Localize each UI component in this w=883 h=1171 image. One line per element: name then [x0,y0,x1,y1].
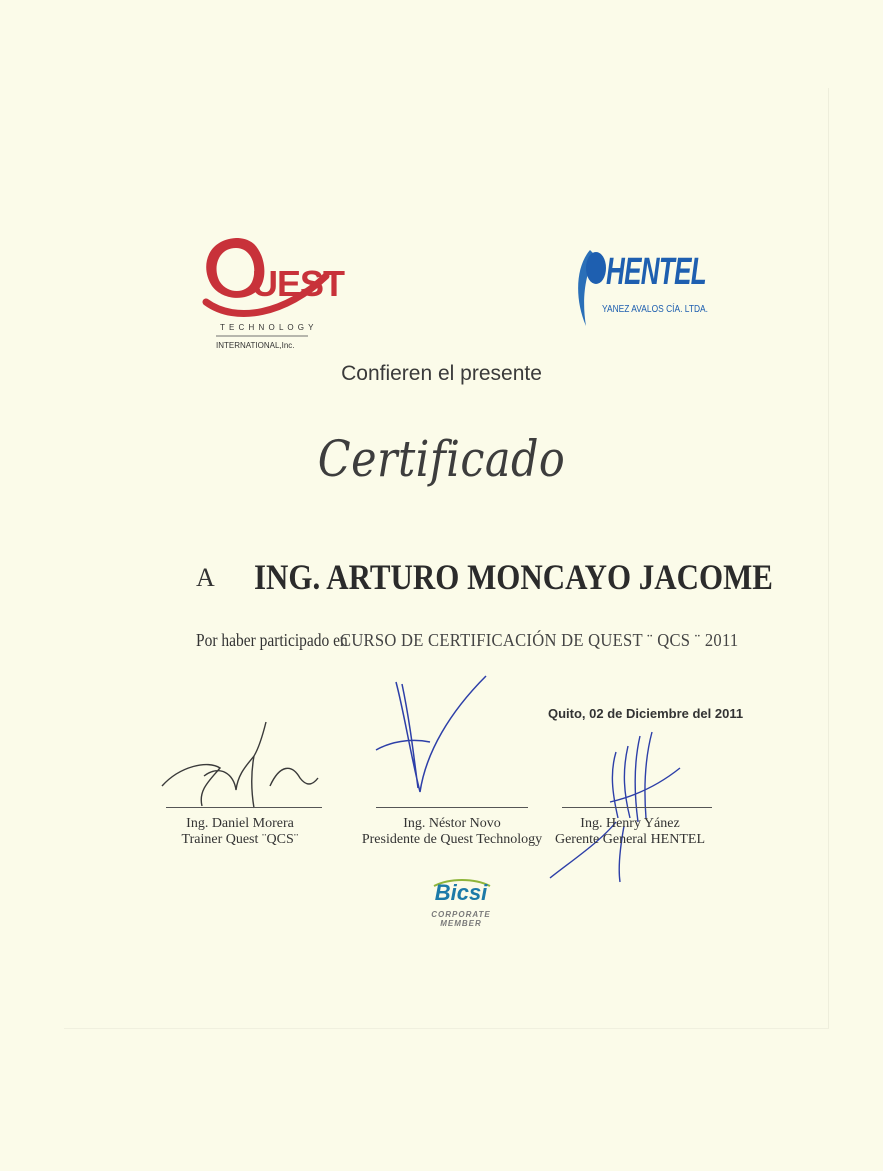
signatory-1-name: Ing. Daniel Morera [186,816,294,831]
bicsi-logo-sub1: CORPORATE [431,910,491,919]
signature-line-3 [562,807,712,808]
intro-text: Confieren el presente [341,362,542,385]
recipient-prefix: A [196,563,215,592]
signature-line-2 [376,807,528,808]
hentel-logo-word: HENTEL [606,251,706,293]
signatory-3-role: Gerente General HENTEL [554,832,706,847]
quest-logo-line2: INTERNATIONAL,Inc. [216,341,295,350]
hentel-logo-sub: YANEZ AVALOS CÍA. LTDA. [602,304,728,315]
signatory-2 [352,816,552,848]
signatory-1-role: Trainer Quest ¨QCS¨ [181,832,299,847]
signatory-2-name: Ing. Néstor Novo [403,816,501,831]
signatory-2-role: Presidente de Quest Technology [361,832,543,847]
signature-line-1 [166,807,322,808]
hentel-logo [572,246,728,332]
certificate-title: Certificado [317,430,566,488]
recipient-name: ING. ARTURO MONCAYO JACOME [254,557,773,597]
signatory-3-name: Ing. Henry Yánez [580,816,680,831]
issue-date: Quito, 02 de Diciembre del 2011 [548,706,744,721]
signatory-3 [530,816,730,848]
bicsi-logo-sub2: MEMBER [440,919,482,928]
bicsi-logo-sub [424,910,498,928]
bicsi-logo-word: Bicsi [434,880,488,905]
quest-logo-word: UEST [252,263,345,304]
course-name: CURSO DE CERTIFICACIÓN DE QUEST ¨ QCS ¨ 2011 [340,630,739,650]
quest-logo-line1: T E C H N O L O G Y [220,323,315,332]
signatory-1 [140,816,340,848]
quest-technology-logo [196,228,345,356]
reason-label: Por haber participado en [196,630,348,650]
